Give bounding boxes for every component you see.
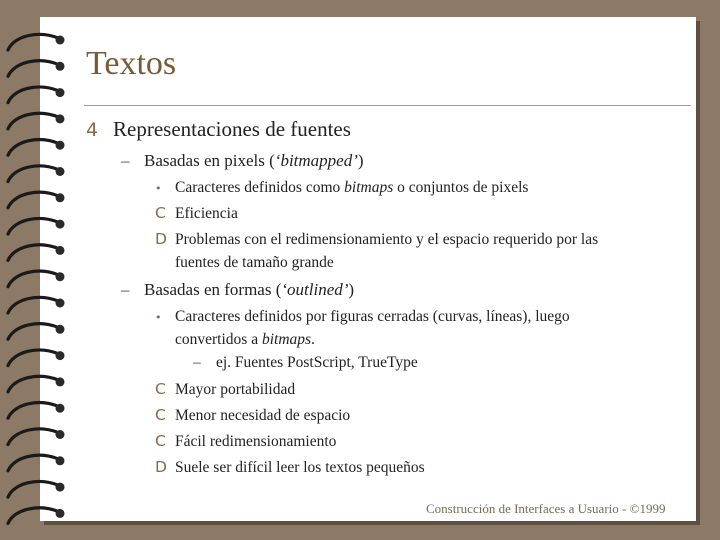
spiral-ring — [8, 350, 58, 366]
section-label: Basadas en formas ( — [144, 280, 282, 299]
con-icon: D — [155, 230, 167, 248]
spiral-hole — [56, 167, 65, 176]
section-label-suffix: ) — [357, 151, 364, 170]
spiral-hole — [56, 430, 65, 439]
title-divider — [84, 105, 691, 106]
spiral-hole — [56, 193, 65, 202]
item-text: Caracteres definidos como — [175, 179, 345, 196]
spiral-ring — [8, 87, 58, 103]
item-text-continuation — [175, 328, 315, 351]
list-item — [155, 404, 350, 427]
spiral-hole — [56, 62, 65, 71]
spiral-ring — [8, 166, 58, 182]
item-text-em: bitmaps — [261, 331, 312, 348]
spiral-hole — [56, 404, 65, 413]
item-text-post: o conjuntos de pixels — [393, 179, 529, 196]
slide-paper — [40, 17, 696, 521]
spiral-ring — [8, 403, 58, 419]
spiral-hole — [56, 246, 65, 255]
item-text-continuation: fuentes de tamaño grande — [175, 254, 334, 271]
spiral-hole — [56, 377, 65, 386]
bullet-icon: • — [155, 182, 162, 195]
heading-text: Representaciones de fuentes — [113, 117, 351, 141]
pro-icon: C — [155, 432, 166, 450]
con-icon: D — [155, 458, 167, 476]
spiral-ring — [8, 34, 58, 50]
pro-icon: C — [155, 380, 166, 398]
spiral-ring — [8, 482, 58, 498]
item-text: Eficiencia — [175, 205, 238, 222]
spiral-hole — [56, 141, 65, 150]
list-item — [155, 202, 238, 225]
dash-marker: – — [121, 151, 130, 170]
sub-item-text: ej. Fuentes PostScript, TrueType — [216, 354, 418, 371]
item-text: Fácil redimensionamiento — [175, 433, 337, 450]
dash-marker: – — [121, 280, 130, 299]
slide-footer: Construcción de Interfaces a Usuario - ©1999 — [426, 501, 666, 516]
spiral-hole — [56, 36, 65, 45]
spiral-hole — [56, 272, 65, 281]
item-text: Caracteres definidos por figuras cerradas (curvas, líneas), luego — [175, 308, 570, 325]
spiral-ring — [8, 245, 58, 261]
spiral-ring — [8, 324, 58, 340]
sub-item — [193, 352, 418, 374]
spiral-ring — [8, 508, 58, 524]
list-item — [155, 456, 425, 479]
numbered-four-icon: 4 — [86, 119, 99, 141]
list-item — [155, 305, 570, 329]
spiral-ring — [8, 376, 58, 392]
section-label: Basadas en pixels ( — [144, 151, 275, 170]
pro-icon: C — [155, 204, 166, 222]
item-text: Mayor portabilidad — [175, 381, 296, 398]
spiral-hole — [56, 114, 65, 123]
spiral-hole — [56, 351, 65, 360]
slide-title: Textos — [86, 45, 177, 82]
spiral-ring — [8, 455, 58, 471]
spiral-ring — [8, 140, 58, 156]
pro-icon: C — [155, 406, 166, 424]
section-pixels — [121, 150, 364, 172]
list-item — [155, 176, 528, 200]
section-label-em: ‘bitmapped’ — [274, 151, 358, 170]
spiral-hole — [56, 299, 65, 308]
item-text: Menor necesidad de espacio — [175, 407, 351, 424]
heading-representaciones — [86, 116, 351, 143]
spiral-binding — [0, 0, 80, 540]
spiral-hole — [56, 88, 65, 97]
spiral-ring — [8, 61, 58, 77]
spiral-ring — [8, 297, 58, 313]
item-text-em: bitmaps — [344, 179, 394, 196]
spiral-hole — [56, 325, 65, 334]
item-text-post: . — [311, 331, 315, 348]
spiral-hole — [56, 509, 65, 518]
spiral-ring — [8, 219, 58, 235]
section-formas — [121, 279, 354, 301]
spiral-ring — [8, 113, 58, 129]
section-label-em: ‘outlined’ — [281, 280, 349, 299]
spiral-hole — [56, 220, 65, 229]
item-text: Suele ser difícil leer los textos pequeños — [175, 459, 425, 476]
dash-marker: – — [193, 354, 201, 371]
section-label-suffix: ) — [348, 280, 355, 299]
list-item — [155, 228, 598, 251]
list-item — [155, 430, 336, 453]
bullet-icon: • — [155, 311, 162, 324]
spiral-hole — [56, 483, 65, 492]
spiral-ring — [8, 271, 58, 287]
spiral-ring — [8, 192, 58, 208]
list-item — [155, 378, 295, 401]
item-text: Problemas con el redimensionamiento y el espacio requerido por las — [175, 231, 599, 248]
spiral-hole — [56, 456, 65, 465]
spiral-ring — [8, 429, 58, 445]
item-text: convertidos a — [175, 331, 262, 348]
